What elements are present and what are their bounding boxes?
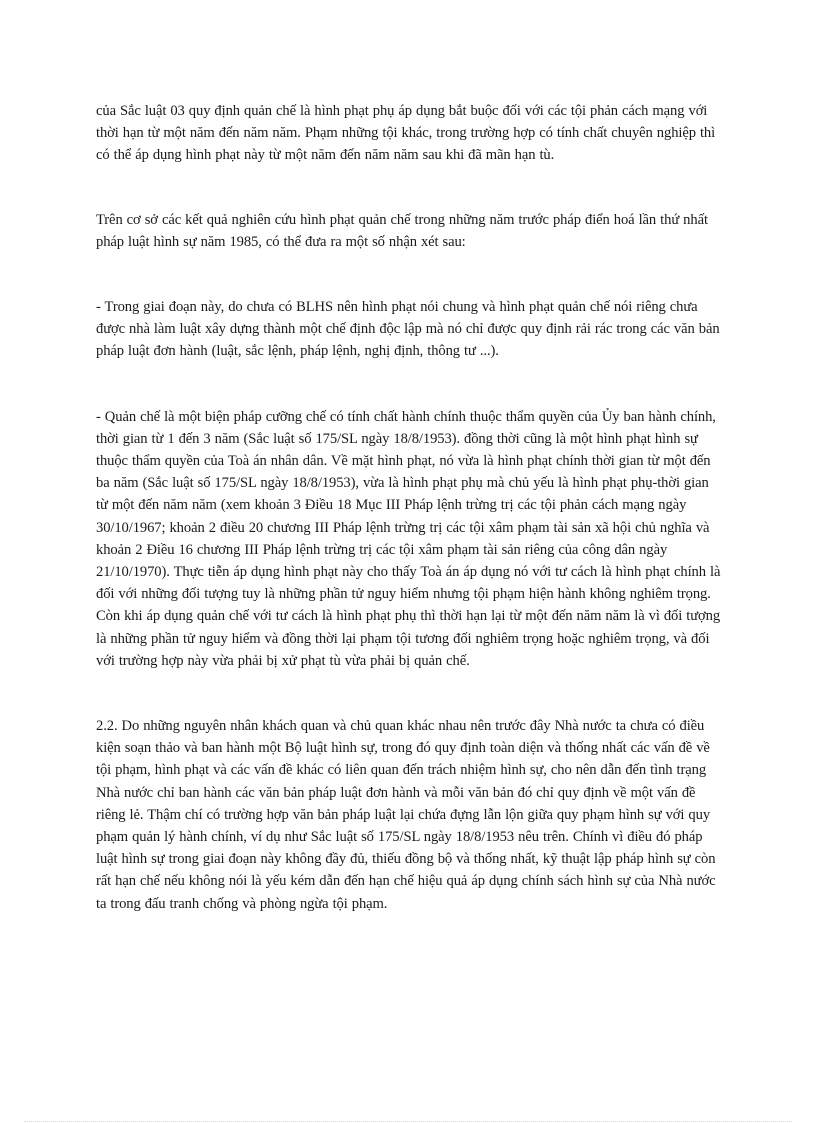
page-bottom-divider — [24, 1121, 792, 1122]
document-body — [96, 100, 722, 915]
paragraph-quan-che-sac-luat-03: của Sắc luật 03 quy định quản chế là hình phạt phụ áp dụng bắt buộc đối với các tội phản cách mạng với thời hạn từ một năm đến năm năm. Phạm những tội khác, trong trường hợp có tính chất chuyên nghiệp thì có thể áp dụng hình phạt này từ một năm đến năm năm sau khi đã mãn hạn tù. — [96, 103, 716, 164]
paragraph-nhan-xet-intro: Trên cơ sở các kết quả nghiên cứu hình phạt quản chế trong những năm trước pháp điển hoá lần thứ nhất pháp luật hình sự năm 1985, có thể đưa ra một số nhận xét sau: — [96, 211, 708, 250]
paragraph-2-2-nguyen-nhan: 2.2. Do những nguyên nhân khách quan và chủ quan khác nhau nên trước đây Nhà nước ta chưa có điều kiện soạn thảo và ban hành một Bộ luật hình sự, trong đó quy định toàn diện và thống nhất các vấn đề về tội phạm, hình phạt và các vấn đề khác có liên quan đến trách nhiệm hình sự, cho nên dẫn đến tình trạng Nhà nước chỉ ban hành các văn bản pháp luật đơn hành và mỗi văn bản đó chỉ quy định về một vấn đề riêng lẻ. Thậm chí có trường hợp văn bản pháp luật lại chứa đựng lẫn lộn giữa quy phạm hình sự với quy phạm quản lý hành chính, ví dụ như Sắc luật số 175/SL ngày 18/8/1953 nêu trên. Chính vì điều đó pháp luật hình sự trong giai đoạn này không đầy đủ, thiếu đồng bộ và thống nhất, kỹ thuật lập pháp hình sự còn rất hạn chế nếu không nói là yếu kém dẫn đến hạn chế hiệu quả áp dụng chính sách hình sự của Nhà nước ta trong đấu tranh chống và phòng ngừa tội phạm. — [96, 718, 716, 912]
paragraph-quan-che-bien-phap: - Quản chế là một biện pháp cưỡng chế có tính chất hành chính thuộc thẩm quyền của Ủy ban hành chính, thời gian từ 1 đến 3 năm (Sắc luật số 175/SL ngày 18/8/1953). đồng thời cũng là một hình phạt hình sự thuộc thẩm quyền của Toà án nhân dân. Về mặt hình phạt, nó vừa là hình phạt chính thời gian từ một đến ba năm (Sắc luật số 175/SL ngày 18/8/1953), vừa là hình phạt phụ mà chủ yếu là hình phạt phụ-thời gian từ một đến năm năm (xem khoản 3 Điều 18 Mục III Pháp lệnh trừng trị các tội phản cách mạng ngày 30/10/1967; khoản 2 điều 20 chương III Pháp lệnh trừng trị các tội xâm phạm tài sản xã hội chủ nghĩa và khoản 2 Điều 16 chương III Pháp lệnh trừng trị các tội xâm phạm tài sản riêng của công dân ngày 21/10/1970). Thực tiễn áp dụng hình phạt này cho thấy Toà án áp dụng nó với tư cách là hình phạt chính là đối với những đối tượng tuy là những phần tử nguy hiểm nhưng tội phạm hiện hành không nghiêm trọng. Còn khi áp dụng quản chế với tư cách là hình phạt phụ thì thời hạn lại từ một đến năm năm là vì đối tượng là những phần tử nguy hiểm và đồng thời lại phạm tội tương đối nghiêm trọng hoặc nghiêm trọng, và đối với trường hợp này vừa phải bị xử phạt tù vừa phải bị quản chế. — [96, 408, 721, 669]
paragraph-giai-doan-chua-co-blhs: - Trong giai đoạn này, do chưa có BLHS nên hình phạt nói chung và hình phạt quản chế nói riêng chưa được nhà làm luật xây dựng thành một chế định độc lập mà nó chỉ được quy định rải rác trong các văn bản pháp luật đơn hành (luật, sắc lệnh, pháp lệnh, nghị định, thông tư ...). — [96, 299, 720, 360]
